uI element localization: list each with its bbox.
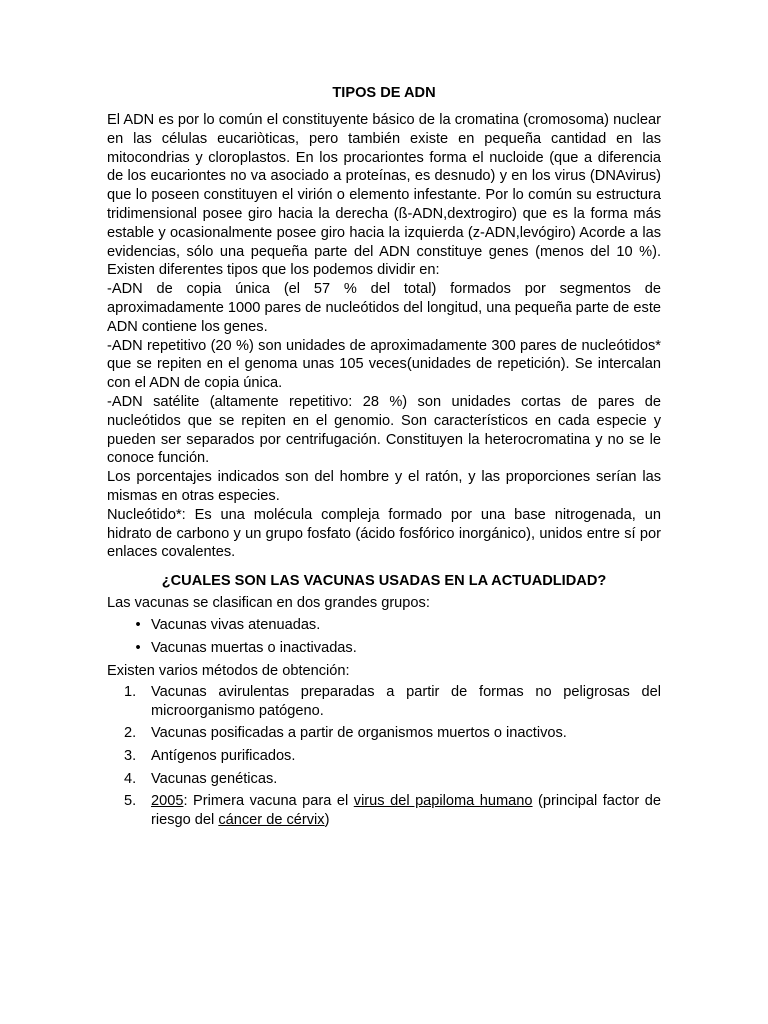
list-item-label: Vacunas genéticas. — [151, 770, 278, 787]
percent-note: Los porcentajes indicados son del hombre y el ratón, y las proporciones serían las mismas en otras especies. — [107, 469, 661, 504]
list-number: 5. — [124, 793, 137, 810]
dna-type-single-copy: -ADN de copia única (el 57 % del total) formados por segmentos de aproximadamente 1000 pares de nucleótidos del longitud, una pequeña parte de este ADN contiene los genes. — [107, 281, 661, 335]
vaccines-heading: ¿CUALES SON LAS VACUNAS USADAS EN LA ACTUADLIDAD? — [161, 573, 607, 590]
bullet-icon: • — [135, 617, 141, 634]
list-item-text: (principal factor de riesgo del — [151, 793, 661, 828]
document-body — [107, 84, 661, 833]
bullet-icon: • — [135, 640, 141, 657]
year-link[interactable]: 2005 — [151, 793, 184, 810]
page-title: TIPOS DE ADN — [332, 85, 436, 101]
list-item-label: Antígenos purificados. — [151, 747, 296, 764]
vaccine-groups-list — [107, 615, 661, 658]
dna-type-repetitive: -ADN repetitivo (20 %) son unidades de aproximadamente 300 pares de nucleótidos* que se repiten en el genoma unas 105 veces(unidades de repetición). Se intercalan con el ADN de copia única. — [107, 337, 661, 392]
list-item — [124, 724, 661, 743]
list-number: 2. — [124, 725, 137, 742]
cervical-cancer-link[interactable]: cáncer de cérvix — [218, 811, 325, 828]
nucleotide-note: Nucleótido*: Es una molécula compleja formado por una base nitrogenada, un hidrato de carbono y un grupo fosfato (ácido fosfórico inorgánico), unidos entre sí por enlaces covalentes. — [107, 506, 661, 561]
list-item — [135, 638, 661, 658]
list-item-label: Vacunas posificadas a partir de organismos muertos o inactivos. — [151, 725, 567, 742]
methods-list — [107, 683, 661, 829]
list-item-text: : Primera vacuna para el — [183, 793, 354, 810]
list-item — [124, 792, 661, 829]
list-number: 3. — [124, 747, 137, 764]
list-item — [124, 770, 661, 789]
list-number: 4. — [124, 770, 137, 787]
list-item — [124, 747, 661, 766]
list-number: 1. — [124, 684, 137, 701]
list-item-label: Vacunas muertas o inactivadas. — [151, 640, 357, 657]
methods-intro: Existen varios métodos de obtención: — [107, 663, 350, 680]
dna-type-satellite: -ADN satélite (altamente repetitivo: 28 %) son unidades cortas de pares de nucleótidos que se repiten en el genomio. Son característicos en cada especie y pueden ser separados por centrifugación. Constituyen la heterocromatina y no se le conoce función. — [107, 393, 661, 467]
vaccine-intro: Las vacunas se clasifican en dos grandes grupos: — [107, 595, 430, 612]
list-item-label: Vacunas avirulentas preparadas a partir de formas no peligrosas del microorganismo patógeno. — [151, 684, 661, 719]
hpv-link[interactable]: virus del papiloma humano — [353, 793, 533, 810]
list-item — [124, 683, 661, 720]
list-item — [135, 615, 661, 635]
intro-paragraph: El ADN es por lo común el constituyente básico de la cromatina (cromosoma) nuclear en las células eucariòticas, pero también existe en pequeña cantidad en las mitocondrias y cloroplastos. En los procariontes forma el nucloide (que a diferencia de los eucariontes no va asociado a proteínas, es desnudo) y en los virus (DNAvirus) que lo poseen constituyen el virión o elemento infestante. Por lo común su estructura tridimensional posee giro hacia la derecha (ß-ADN,dextrogiro) que es la forma más estable y ocasionalmente posee giro hacia la izquierda (z-ADN,levógiro) Acorde a las evidencias, sólo una pequeña parte del ADN constituye genes (menos del 10 %). Existen diferentes tipos que los podemos dividir en: — [107, 112, 661, 279]
list-item-text: ) — [324, 811, 330, 828]
list-item-label: Vacunas vivas atenuadas. — [151, 617, 321, 634]
